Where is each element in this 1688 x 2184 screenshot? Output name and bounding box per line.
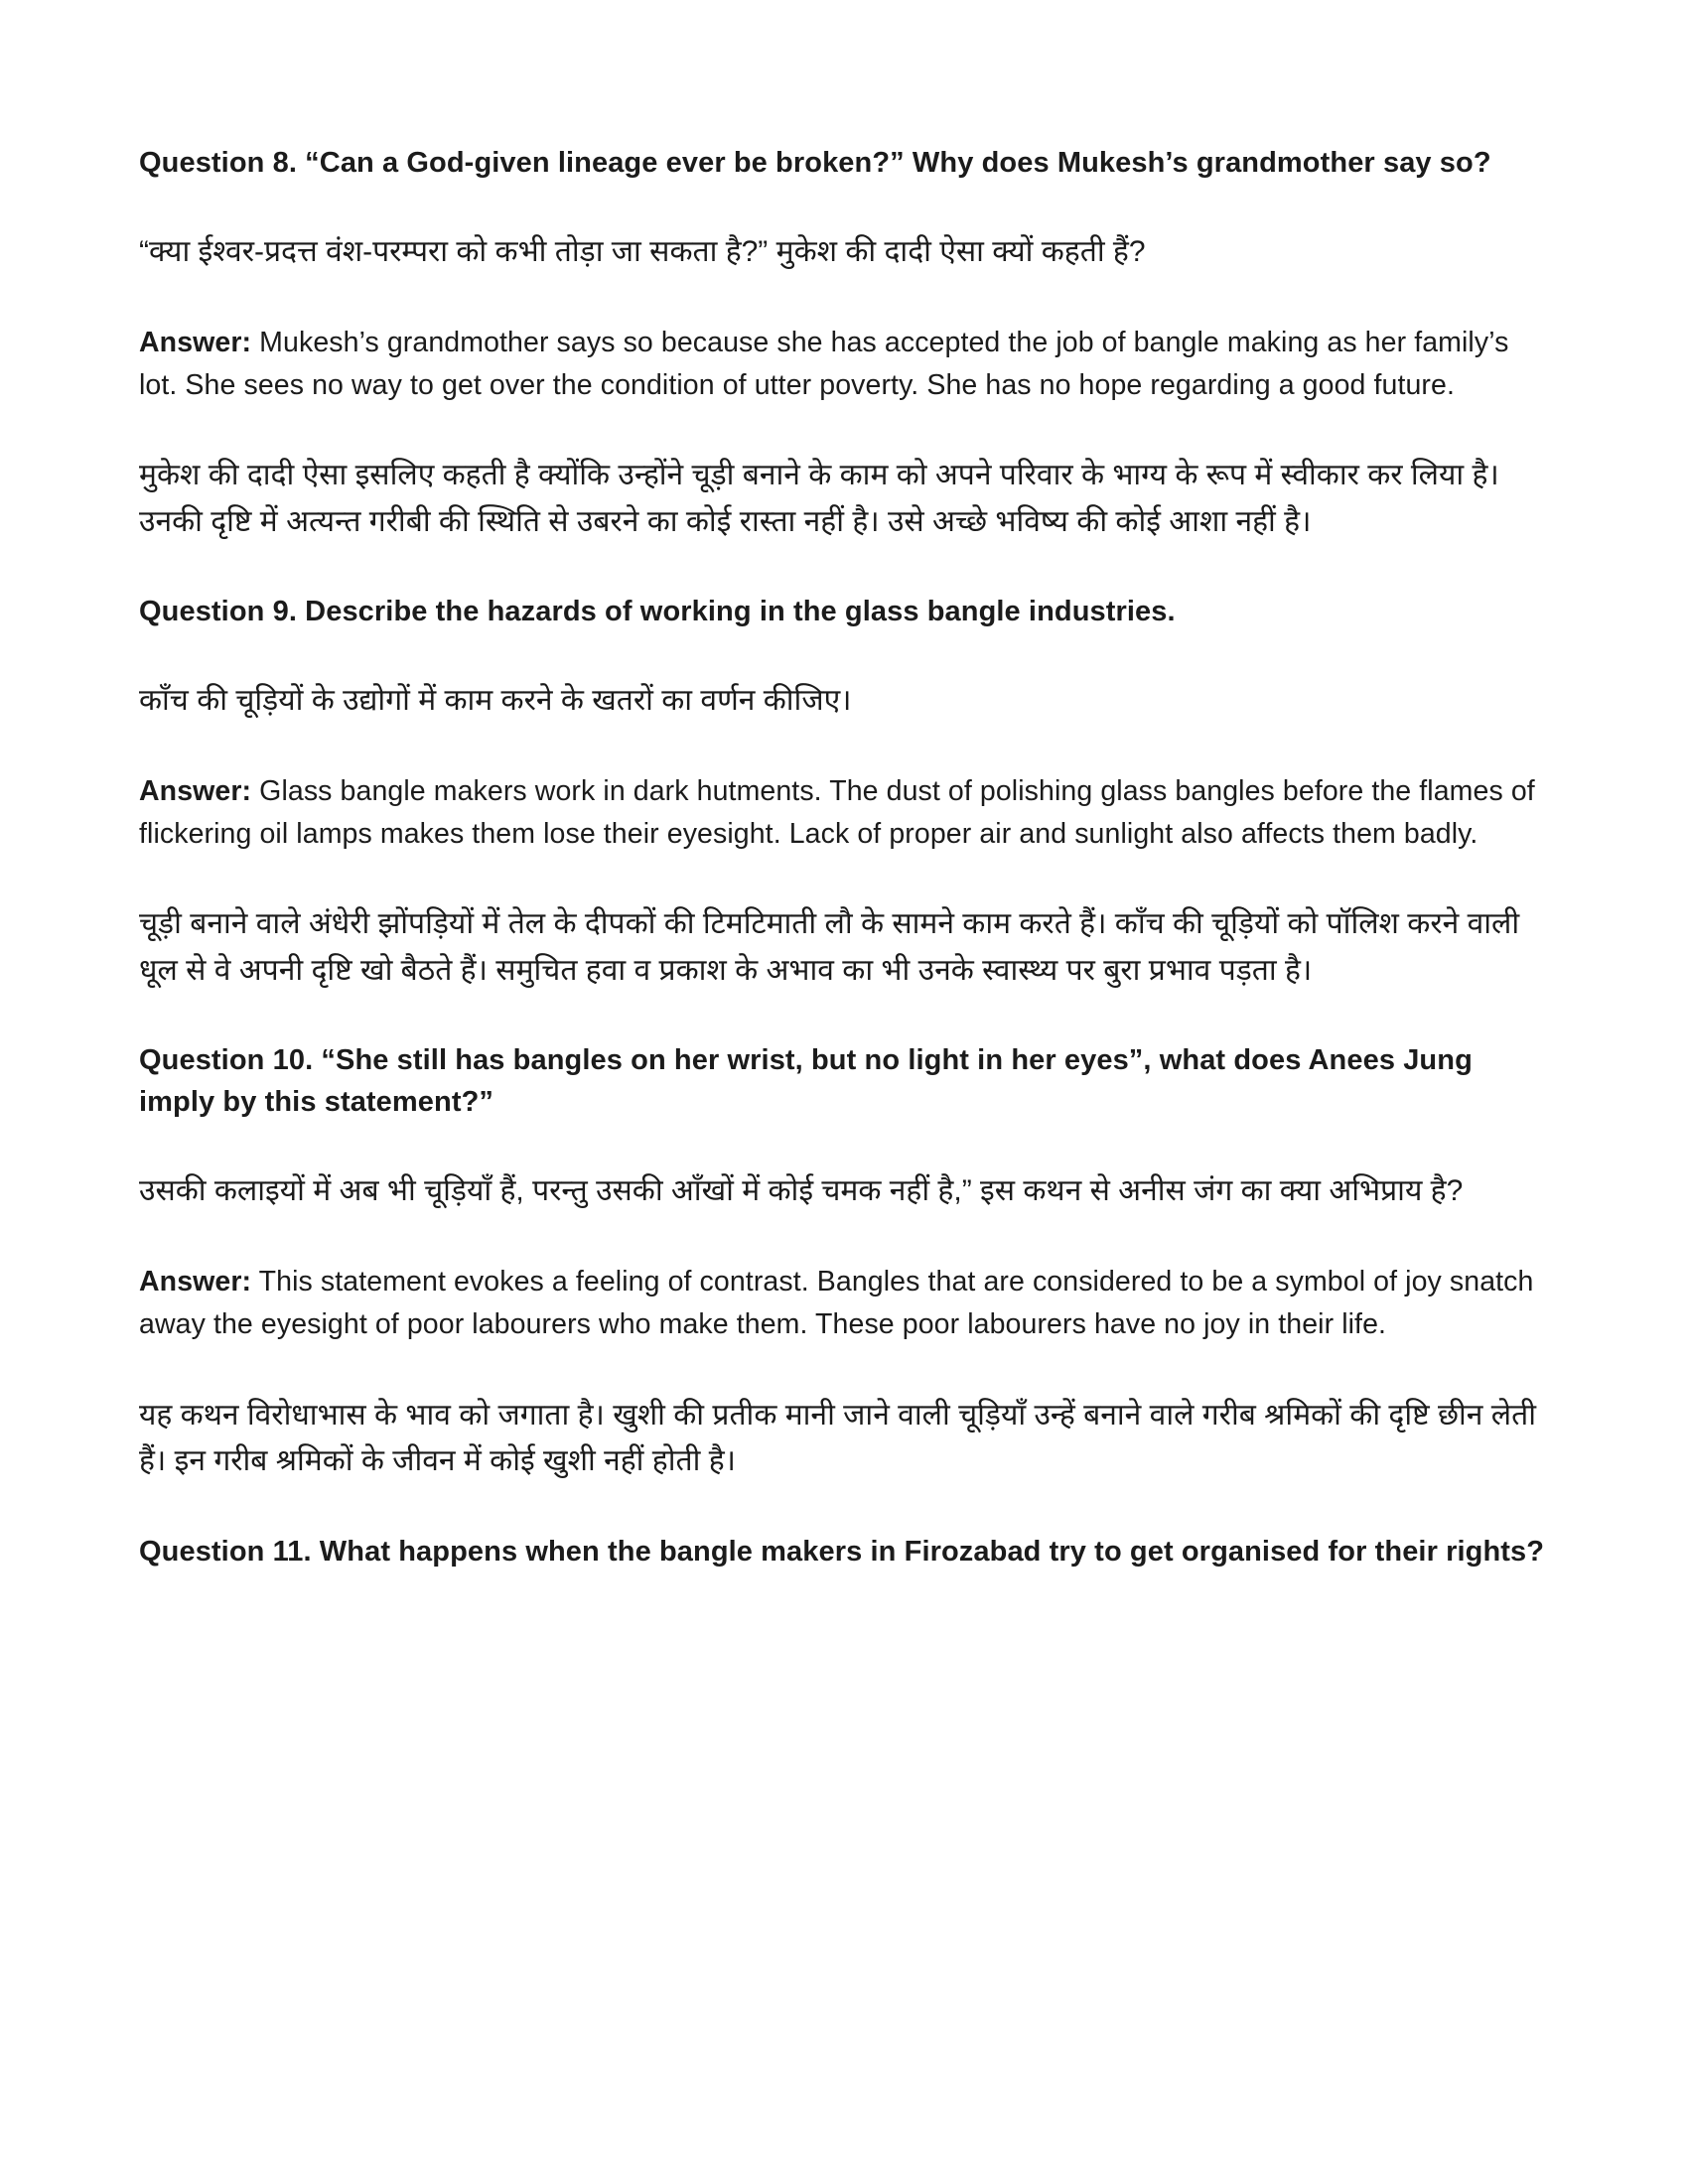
answer-10-text: This statement evokes a feeling of contrast. Bangles that are considered to be a symbol of joy snatch away the eyesight of poor labourers who make them. These poor labourers have no joy in their life. bbox=[139, 1265, 1534, 1341]
question-10-hindi: उसकी कलाइयों में अब भी चूड़ियाँ हैं, परन्तु उसकी आँखों में कोई चमक नहीं है,” इस कथन से अनीस जंग का क्या अभिप्राय है? bbox=[139, 1174, 1464, 1208]
answer-8-label: Answer: bbox=[139, 326, 252, 358]
question-11-heading: Question 11. What happens when the bangle makers in Firozabad try to get organised for their rights? bbox=[139, 1535, 1545, 1568]
answer-10-label: Answer: bbox=[139, 1265, 252, 1297]
answer-8-text: Mukesh’s grandmother says so because she has accepted the job of bangle making as her family’s lot. She sees no way to get over the condition of utter poverty. She has no hope regarding a good future. bbox=[139, 326, 1509, 401]
question-10-heading: Question 10. “She still has bangles on her wrist, but no light in her eyes”, what does Anees Jung imply by this statement?” bbox=[139, 1044, 1473, 1119]
question-9-hindi: काँच की चूड़ियों के उद्योगों में काम करने के खतरों का वर्णन कीजिए। bbox=[139, 684, 852, 718]
answer-9-label: Answer: bbox=[139, 774, 252, 807]
question-8-heading: Question 8. “Can a God-given lineage ever be broken?” Why does Mukesh’s grandmother say so? bbox=[139, 147, 1491, 179]
answer-8-english bbox=[139, 322, 1549, 408]
answer-9-text: Glass bangle makers work in dark hutments. The dust of polishing glass bangles before the flames of flickering oil lamps makes them lose their eyesight. Lack of proper air and sunlight also affects them badly. bbox=[139, 774, 1535, 851]
answer-10-english bbox=[139, 1261, 1549, 1347]
question-9-heading: Question 9. Describe the hazards of working in the glass bangle industries. bbox=[139, 596, 1176, 628]
answer-8-hindi: मुकेश की दादी ऐसा इसलिए कहती है क्योंकि उन्होंने चूड़ी बनाने के काम को अपने परिवार के भाग्य के रूप में स्वीकार कर लिया है। उनकी दृष्टि में अत्यन्त गरीबी की स्थिति से उबरने का कोई रास्ता नहीं है। उसे अच्छे भविष्य की कोई आशा नहीं है। bbox=[139, 459, 1499, 538]
question-8-hindi: “क्या ईश्वर-प्रदत्त वंश-परम्परा को कभी तोड़ा जा सकता है?” मुकेश की दादी ऐसा क्यों कहती हैं? bbox=[139, 235, 1146, 269]
answer-9-hindi: चूड़ी बनाने वाले अंधेरी झोंपड़ियों में तेल के दीपकों की टिमटिमाती लौ के सामने काम करते हैं। काँच की चूड़ियों को पॉलिश करने वाली धूल से वे अपनी दृष्टि खो बैठते हैं। समुचित हवा व प्रकाश के अभाव का भी उनके स्वास्थ्य पर बुरा प्रभाव पड़ता है। bbox=[139, 907, 1520, 987]
answer-9-english bbox=[139, 770, 1549, 857]
answer-10-hindi: यह कथन विरोधाभास के भाव को जगाता है। खुशी की प्रतीक मानी जाने वाली चूड़ियाँ उन्हें बनाने वाले गरीब श्रमिकों की दृष्टि छीन लेती हैं। इन गरीब श्रमिकों के जीवन में कोई खुशी नहीं होती है। bbox=[139, 1398, 1536, 1478]
